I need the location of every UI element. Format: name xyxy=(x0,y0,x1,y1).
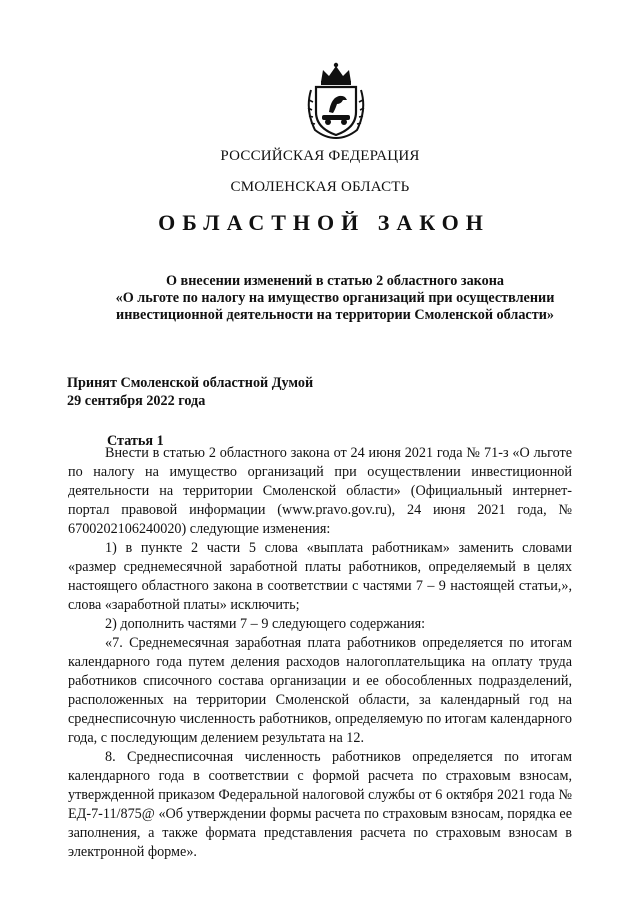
law-title xyxy=(96,273,574,324)
article-paragraph: 1) в пункте 2 части 5 слова «выплата работникам» заменить словами «размер среднемесячной заработной платы работников, определяемый в целях настоящего областного закона в соответствии с частями 7 – 9 настоящей статьи,», слова «заработной платы» исключить; xyxy=(68,540,572,613)
article-paragraph: 8. Среднесписочная численность работников определяется по итогам календарного года в соответствии с формой расчета по страховым взносам, утвержденной приказом Федеральной налоговой службы от 6 октября 2021 года № ЕД-7-11/875@ «Об утверждении формы расчета по страховым взносам, порядка ее заполнения, а также формата представления расчета по страховым взносам в электронной форме». xyxy=(68,749,572,860)
article-paragraph: Внести в статью 2 областного закона от 24 июня 2021 года № 71-з «О льготе по налогу на имущество организаций при осуществлении инвестиционной деятельности на территории Смоленской области» (Официальный интернет-портал правовой информации (www.pravo.gov.ru), 24 июня 2021 года, № 6700202106240020) следующие изменения: xyxy=(68,445,572,537)
law-title-line: инвестиционной деятельности на территории Смоленской области» xyxy=(116,307,554,323)
coat-of-arms-icon xyxy=(301,60,371,140)
adoption-date: 29 сентября 2022 года xyxy=(67,393,206,409)
article-paragraph: 2) дополнить частями 7 – 9 следующего содержания: xyxy=(105,616,426,632)
article-paragraph: «7. Среднемесячная заработная плата работников определяется по итогам календарного года путем деления расходов налогоплательщика на оплату труда работников списочного состава организации и ее обособленных подразделений, расположенных на территории Смоленской области, за календарный год на среднесписочную численность работников, определяемую по итогам календарного года, с последующим делением результата на 12. xyxy=(68,635,572,746)
document-type-heading: ОБЛАСТНОЙ ЗАКОН xyxy=(158,210,490,235)
law-title-line: О внесении изменений в статью 2 областного закона xyxy=(165,273,505,289)
article-heading: Статья 1 xyxy=(107,433,164,449)
law-title-line: «О льготе по налогу на имущество организаций при осуществлении xyxy=(115,290,555,306)
country-heading: РОССИЙСКАЯ ФЕДЕРАЦИЯ xyxy=(220,148,420,164)
region-heading: СМОЛЕНСКАЯ ОБЛАСТЬ xyxy=(230,179,410,195)
adoption-info xyxy=(67,374,313,410)
adopted-by: Принят Смоленской областной Думой xyxy=(67,375,314,391)
article-body xyxy=(68,444,572,862)
